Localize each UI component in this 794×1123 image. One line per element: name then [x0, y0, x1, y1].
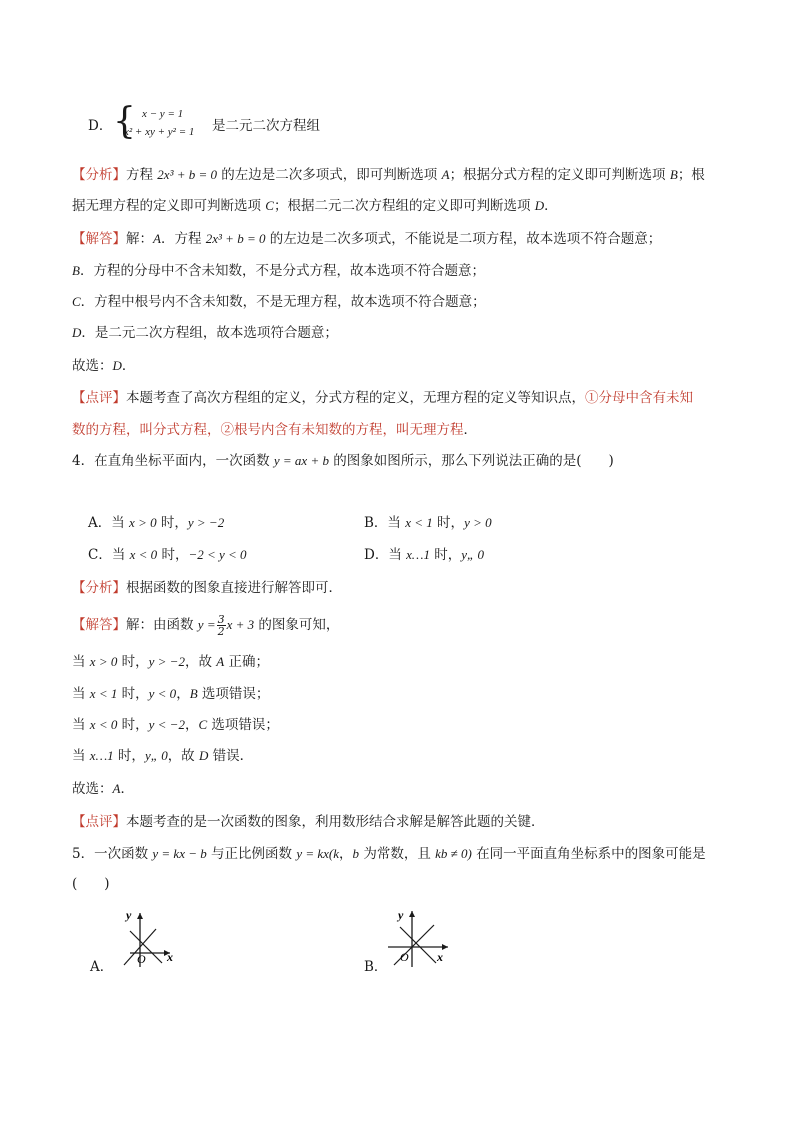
text: 当	[72, 686, 90, 702]
text: D．当	[364, 547, 407, 563]
text: ．	[120, 781, 134, 797]
q4-answer-line-2	[72, 652, 269, 672]
q3-analysis-line-2	[72, 196, 558, 216]
math: A	[112, 781, 121, 796]
math: D	[72, 325, 82, 340]
q4-option-d	[364, 545, 484, 565]
math: y < −2	[148, 717, 185, 732]
math: 2x³ + b = 0	[157, 167, 218, 182]
x-axis-label: x	[437, 950, 443, 964]
math: y„ 0	[144, 748, 168, 763]
math: y > −2	[148, 654, 185, 669]
origin-label: O	[400, 950, 409, 964]
system-equation-1: x − y = 1	[142, 108, 184, 120]
math: y > −2	[187, 515, 225, 530]
math: y = ax + b	[273, 453, 329, 468]
q3-answer-line-1	[72, 229, 661, 249]
math: x > 0	[89, 654, 118, 669]
q4-analysis	[72, 578, 342, 598]
x-axis-label: x	[167, 950, 173, 964]
text: 根据函数的图象直接进行解答即可．	[126, 580, 342, 596]
text: 正确；	[224, 654, 270, 670]
text: 选项错误；	[197, 686, 270, 702]
q4-answer-line-6	[72, 779, 134, 799]
highlight-text: ①分母中含有未知	[585, 390, 693, 406]
text: 的左边是二次多项式，不能说是二项方程，故本选项不符合题意；	[265, 231, 662, 247]
text: 在同一平面直角坐标系中的图象可能是	[471, 846, 706, 862]
text: 的图象可知，	[254, 617, 340, 633]
text: ；根据二元二次方程组的定义即可判断选项	[273, 198, 535, 214]
answer-tag: 【解答】	[72, 231, 126, 247]
y-axis-arrow	[137, 913, 143, 919]
math: x…1	[89, 748, 114, 763]
text: 4．在直角坐标平面内，一次函数	[72, 453, 274, 469]
fraction-denominator: 2	[217, 625, 225, 638]
line-2	[130, 931, 162, 963]
text: 错误．	[208, 748, 254, 764]
text: ．	[121, 358, 136, 374]
math: A	[441, 167, 450, 182]
text: 故选：	[72, 358, 113, 374]
text: 当	[72, 717, 90, 733]
q3-answer-line-2	[72, 261, 485, 281]
math: C	[198, 717, 208, 732]
text: 5．一次函数	[72, 846, 153, 862]
analysis-tag: 【分析】	[72, 580, 126, 596]
q4-answer-line-5	[72, 746, 253, 766]
math: x…1	[406, 547, 430, 562]
math: x < 0	[89, 717, 118, 732]
review-tag: 【点评】	[72, 390, 126, 406]
text: 时，	[117, 654, 149, 670]
q4-review	[72, 812, 545, 832]
text: ．方程中根号内不含未知数，不是无理方程，故本选项不符合题意；	[80, 294, 486, 310]
system-brace: {	[113, 101, 136, 142]
text: 时，	[157, 547, 189, 563]
math: y = kx(k	[296, 846, 340, 861]
q4-answer-line-3	[72, 684, 269, 704]
text: 时，	[117, 717, 149, 733]
math: C	[265, 198, 274, 213]
math: y = kx − b	[152, 846, 207, 861]
q4-option-b	[364, 513, 492, 533]
q4-stem	[72, 451, 614, 471]
math: 2x³ + b = 0	[205, 231, 266, 246]
q5-stem-line-2: ( )	[72, 876, 110, 892]
text: 与正比例函数	[206, 846, 297, 862]
text: 解：由函数	[126, 617, 198, 633]
text: 为常数，且	[359, 846, 436, 862]
q3-review-line-2	[72, 420, 477, 440]
analysis-tag: 【分析】	[72, 167, 126, 183]
text: 当	[72, 654, 90, 670]
math: x > 0	[129, 515, 157, 530]
text: 方程	[126, 167, 158, 183]
text: 选项错误；	[207, 717, 279, 733]
q4-answer-line-1	[72, 612, 339, 638]
q3-answer-line-3	[72, 292, 486, 312]
q3-answer-line-4	[72, 323, 338, 343]
q5-option-a-graph	[108, 905, 188, 975]
text: 的图象如图所示，那么下列说法正确的是( )	[328, 453, 614, 469]
math: −2 < y < 0	[188, 547, 247, 562]
text: B．当	[364, 515, 406, 531]
text: ；根	[677, 167, 705, 183]
text: ．是二元二次方程组，故本选项符合题意；	[81, 325, 338, 341]
math: B	[189, 686, 198, 701]
math: y > 0	[464, 515, 492, 530]
math: b	[352, 846, 360, 861]
math: y„ 0	[461, 547, 485, 562]
fraction-numerator: 3	[217, 613, 225, 626]
text: 时，	[156, 515, 188, 531]
q4-option-c	[88, 545, 247, 565]
math: D	[112, 358, 122, 373]
text: 当	[72, 748, 90, 764]
math: y < 0	[148, 686, 177, 701]
origin-label: O	[137, 952, 146, 966]
text: 时，	[432, 515, 465, 531]
text: 本题考查的是一次函数的图象，利用数形结合求解是解答此题的关键．	[126, 814, 545, 830]
math: D	[198, 748, 209, 763]
q3-answer-line-5	[72, 356, 135, 376]
text: 故选：	[72, 781, 113, 797]
text: ．	[463, 422, 477, 438]
highlight-text: 数的方程，叫分式方程，②根号内含有未知数的方程，叫无理方程	[72, 422, 464, 438]
math: x < 1	[405, 515, 433, 530]
text: 的左边是二次多项式，即可判断选项	[217, 167, 442, 183]
text: A．当	[88, 515, 130, 531]
math: x < 0	[129, 547, 158, 562]
math: A	[216, 654, 225, 669]
y-axis-arrow	[409, 911, 415, 917]
q3-option-d-label: D．	[88, 118, 113, 134]
fraction	[217, 614, 226, 637]
math: B	[72, 263, 80, 278]
math: D	[534, 198, 545, 213]
q3-review-line-1	[72, 388, 693, 408]
text: 本题考查了高次方程组的定义，分式方程的定义，无理方程的定义等知识点，	[126, 390, 585, 406]
math: B	[669, 167, 678, 182]
math: C	[72, 294, 81, 309]
y-axis-label: y	[126, 908, 132, 922]
review-tag: 【点评】	[72, 814, 126, 830]
text: ，	[339, 846, 353, 862]
q5-option-b-label: B．	[364, 959, 388, 975]
math: A	[153, 231, 161, 246]
text: 据无理方程的定义即可判断选项	[72, 198, 266, 214]
q5-option-b-graph	[382, 905, 462, 975]
math: x + 3	[226, 617, 255, 632]
answer-tag: 【解答】	[72, 617, 126, 633]
text: ，	[176, 686, 190, 702]
math: x < 1	[89, 686, 118, 701]
text: 时，	[113, 748, 145, 764]
system-equation-2: x² + xy + y² = 1	[124, 126, 195, 138]
q3-analysis-line-1	[72, 165, 705, 185]
q4-answer-line-4	[72, 715, 279, 735]
text: ，	[184, 717, 199, 733]
q5-option-a-label: A．	[90, 959, 114, 975]
text: ；根据分式方程的定义即可判断选项	[449, 167, 670, 183]
q4-option-a	[88, 513, 224, 533]
math: kb ≠ 0)	[435, 846, 472, 861]
text: ．	[544, 198, 558, 214]
text: ．方程	[160, 231, 206, 247]
q3-option-d-text: 是二元二次方程组	[212, 118, 320, 134]
text: ．方程的分母中不含未知数，不是分式方程，故本选项不符合题意；	[79, 263, 485, 279]
text: 时，	[429, 547, 462, 563]
q5-stem-line-1	[72, 844, 706, 864]
text: 时，	[117, 686, 149, 702]
text: ，故	[184, 654, 217, 670]
text: 解：	[126, 231, 153, 247]
text: ，故	[167, 748, 199, 764]
math: y =	[197, 617, 216, 632]
y-axis-label: y	[398, 908, 404, 922]
text: C．当	[88, 547, 130, 563]
